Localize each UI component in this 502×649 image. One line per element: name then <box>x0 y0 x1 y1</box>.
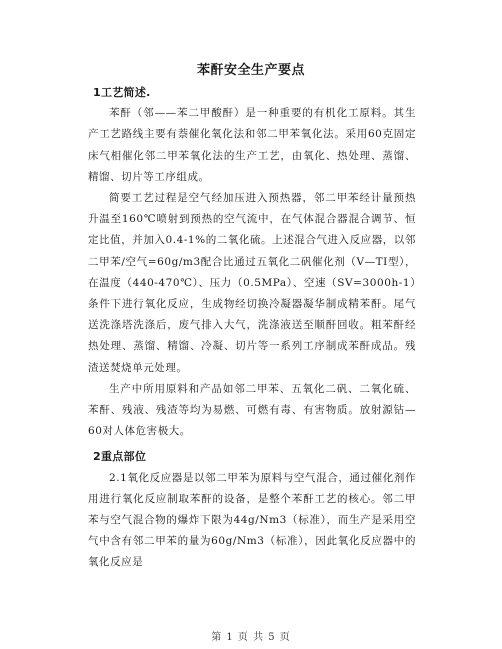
paragraph: 简要工艺过程是空气经加压进入预热器，邻二甲苯经计量预热升温至160℃喷射到预热的空气流中，在气体混合器混合调节、恒定比值，并加入0.4-1%的二氧化硫。上述混合气进入反应器，以邻二甲苯/空气=60g/m3配合比通过五氧化二矾催化剂（V—TI型），在温度（440-470℃）、压力（0.5MPa）、空速（SV=3000h-1）条件下进行氧化反应，生成物经切换冷凝器凝华制成精苯酐。尾气送洗涤塔洗涤后，废气排入大气，洗涤液送至顺酐回收。粗苯酐经热处理、蒸馏、精馏、冷凝、切片等一系列工序制成苯酐成品。残渣送焚烧单元处理。 <box>88 192 416 374</box>
paragraph: 苯酐（邻——苯二甲酸酐）是一种重要的有机化工原料。其生产工艺路线主要有萘催化氧化法和邻二甲苯氧化法。采用60克固定床气相催化邻二甲苯氧化法的生产工艺，由氧化、热处理、蒸馏、精馏、切片等工序组成。 <box>88 107 416 183</box>
page-footer: 第 1 页 共 5 页 <box>211 632 291 643</box>
document-body <box>88 82 416 574</box>
paragraph: 生产中所用原料和产品如邻二甲苯、五氧化二矾、二氧化硫、苯酐、残液、残渣等均为易燃、可燃有毒、有害物质。放射源钴—60对人体危害极大。 <box>88 382 416 438</box>
paragraph: 2.1氧化反应器是以邻二甲苯为原料与空气混合，通过催化剂作用进行氧化反应制取苯酐的设备，是整个苯酐工艺的核心。邻二甲苯与空气混合物的爆炸下限为44g/Nm3（标准），而生产是采用空气中含有邻二甲苯的量为60g/Nm3（标准），因此氧化反应器中的氧化反应是 <box>88 471 416 569</box>
section-heading-key-areas: 2重点部位 <box>93 450 147 464</box>
document-title: 苯酐安全生产要点 <box>196 63 305 78</box>
section-heading-process-overview: 1工艺简述. <box>93 86 151 99</box>
